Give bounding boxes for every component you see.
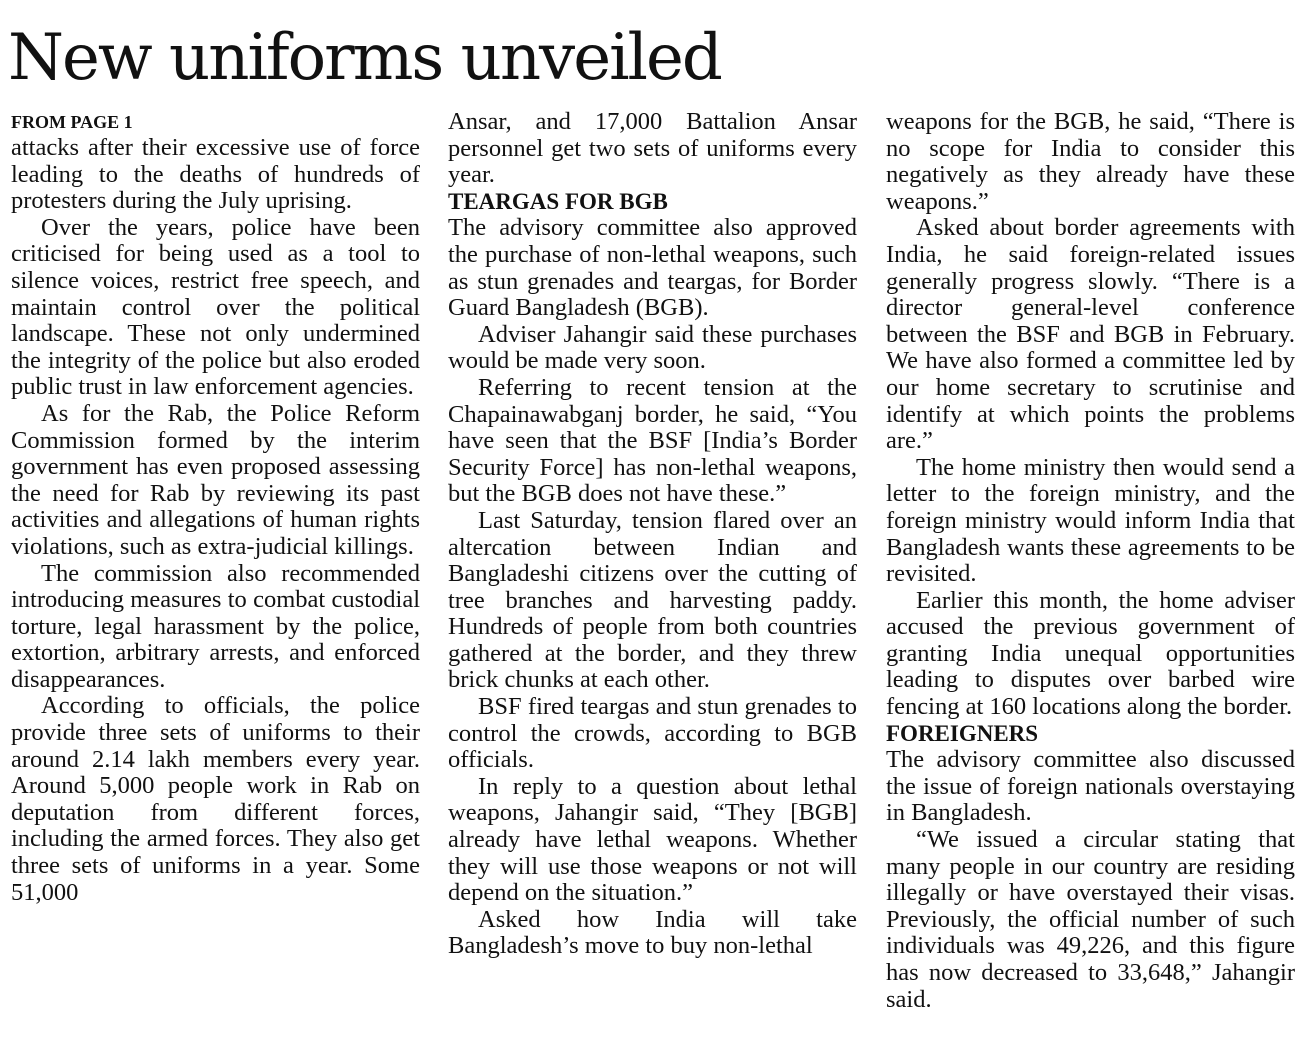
- paragraph: The advisory committee also approved the purchase of non-lethal weapons, such as stun grenades and teargas, for Border Guard Bangladesh (BGB).: [448, 214, 857, 322]
- paragraph: The commission also recommended introducing measures to combat custodial torture, legal harassment by the police, extortion, arbitrary arrests, and enforced disappearances.: [11, 559, 420, 693]
- paragraph: In reply to a question about lethal weapons, Jahangir said, “They [BGB] already have lethal weapons. Whether they will use those weapons or not will depend on the situation.”: [448, 772, 857, 907]
- article-column-1: [11, 109, 420, 1054]
- paragraph: As for the Rab, the Police Reform Commission formed by the interim government has even proposed assessing the need for Rab by reviewing its past activities and allegations of human rights violations, such as extra-judicial killings.: [11, 399, 420, 560]
- paragraph: According to officials, the police provide three sets of uniforms to their around 2.14 lakh members every year. Around 5,000 people work in Rab on deputation from different forces, including the armed forces. They also get three sets of uniforms in a year. Some 51,000: [11, 692, 420, 906]
- paragraph: The home ministry then would send a letter to the foreign ministry, and the foreign ministry would inform India that Bangladesh wants these agreements to be revisited.: [886, 453, 1295, 588]
- article-column-2: [448, 109, 857, 1054]
- headline: New uniforms unveiled: [8, 21, 721, 95]
- article-column-3: [886, 109, 1295, 1054]
- paragraph: Adviser Jahangir said these purchases would be made very soon.: [448, 320, 857, 375]
- continued-from-label: FROM PAGE 1: [11, 112, 133, 132]
- paragraph: Earlier this month, the home adviser accused the previous government of granting India unequal opportunities leading to disputes over barbed wire fencing at 160 locations along the border.: [886, 586, 1295, 721]
- paragraph: Referring to recent tension at the Chapainawabganj border, he said, “You have seen that the BSF [India’s Border Security Force] has non-lethal weapons, but the BGB does not have these.”: [448, 373, 857, 508]
- subheading-teargas: TEARGAS FOR BGB: [448, 188, 668, 214]
- paragraph: Ansar, and 17,000 Battalion Ansar personnel get two sets of uniforms every year.: [448, 109, 857, 189]
- paragraph: Asked about border agreements with India, he said foreign-related issues generally progress slowly. “There is a director general-level conference between the BSF and BGB in February. We have also formed a committee led by our home secretary to scrutinise and identify at which points the problems are.”: [886, 214, 1295, 455]
- paragraph: The advisory committee also discussed the issue of foreign nationals overstaying in Bangladesh.: [886, 746, 1295, 827]
- paragraph: BSF fired teargas and stun grenades to control the crowds, according to BGB officials.: [448, 693, 857, 774]
- paragraph: Over the years, police have been criticised for being used as a tool to silence voices, restrict free speech, and maintain control over the political landscape. These not only undermined the integrity of the police but also eroded public trust in law enforcement agencies.: [11, 213, 420, 401]
- paragraph: weapons for the BGB, he said, “There is no scope for India to consider this negatively as they already have these weapons.”: [886, 109, 1295, 215]
- subheading-foreigners: FOREIGNERS: [886, 720, 1039, 746]
- paragraph: Last Saturday, tension flared over an altercation between Indian and Bangladeshi citizens over the cutting of tree branches and harvesting paddy. Hundreds of people from both countries gathered at the border, and they threw brick chunks at each other.: [448, 506, 857, 694]
- paragraph: “We issued a circular stating that many people in our country are residing illegally or have overstayed their visas. Previously, the official number of such individuals was 49,226, and this figure has now decreased to 33,648,” Jahangir said.: [886, 826, 1295, 1013]
- paragraph: Asked how India will take Bangladesh’s move to buy non-lethal: [448, 905, 857, 960]
- paragraph: attacks after their excessive use of force leading to the deaths of hundreds of protesters during the July uprising.: [11, 134, 420, 215]
